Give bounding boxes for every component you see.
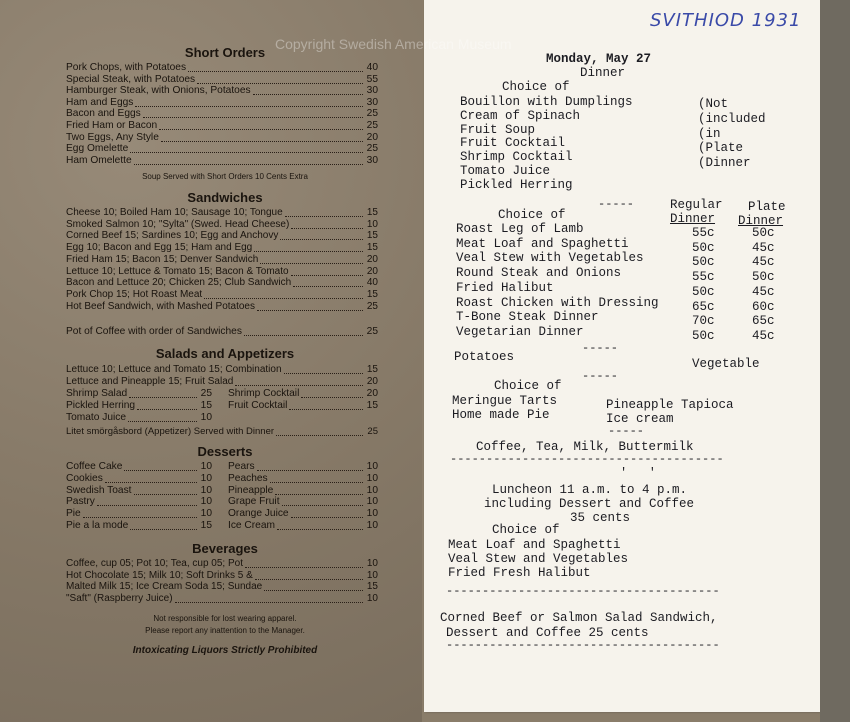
menu-item <box>66 62 378 74</box>
menu-item-name: Pie a la mode <box>66 520 129 531</box>
menu-item <box>66 426 378 438</box>
dessert-item: Home made Pie <box>452 408 550 422</box>
menu-item <box>66 85 378 97</box>
entree-item: Meat Loaf and Spaghetti <box>456 236 629 251</box>
menu-item-price: 10 <box>366 218 378 230</box>
dashed-divider: ----- <box>598 197 635 211</box>
dot-leader <box>175 593 363 603</box>
menu-item-price: 15 <box>366 242 378 254</box>
menu-item-price: 25 <box>366 108 378 120</box>
menu-item-name: Pork Chop 15; Hot Roast Meat <box>66 288 203 300</box>
potatoes-label: Potatoes <box>454 350 515 364</box>
dashed-divider: ----- <box>582 341 619 355</box>
menu-item <box>66 143 378 155</box>
menu-item-name: Egg Omelette <box>66 143 129 155</box>
dot-leader <box>143 108 363 118</box>
luncheon-line: 35 cents <box>570 511 631 525</box>
menu-item-price: 10 <box>200 412 212 423</box>
dot-leader <box>255 570 363 580</box>
menu-item <box>66 376 378 388</box>
dot-leader <box>83 508 197 518</box>
choice-heading: Choice of <box>492 523 560 537</box>
menu-item <box>66 97 378 109</box>
menu-item-name: Fruit Cocktail <box>228 400 288 411</box>
menu-item <box>66 496 212 508</box>
lunch-item: Fried Fresh Halibut <box>448 566 591 580</box>
menu-item-price: 20 <box>366 388 378 399</box>
section-title: Short Orders <box>184 45 266 60</box>
dot-leader <box>130 520 196 530</box>
luncheon-line: Luncheon 11 a.m. to 4 p.m. <box>492 483 688 497</box>
soup-item: Cream of Spinach <box>460 108 581 123</box>
menu-item-name: Smoked Salmon 10; "Sylta" (Swed. Head Cheese) <box>66 218 290 230</box>
dot-leader <box>293 277 363 287</box>
drinks-line: Coffee, Tea, Milk, Buttermilk <box>476 440 694 454</box>
menu-item-price: 10 <box>366 558 378 569</box>
menu-item-price: 10 <box>200 508 212 520</box>
menu-item-name: Malted Milk 15; Ice Cream Soda 15; Sundae <box>66 581 263 593</box>
entree-item: Vegetarian Dinner <box>456 324 584 339</box>
menu-item-price: 20 <box>366 131 378 143</box>
plate-price: 45c <box>752 328 775 343</box>
section-title: Beverages <box>192 541 258 556</box>
menu-item-price: 25 <box>366 143 378 155</box>
not-included-note: (Plate <box>698 141 744 156</box>
dot-leader <box>301 388 362 398</box>
footnote: Intoxicating Liquors Strictly Prohibited <box>132 645 318 656</box>
entree-item: T-Bone Steak Dinner <box>456 310 599 325</box>
menu-item-price: 15 <box>366 288 378 300</box>
choice-heading: Choice of <box>502 80 570 94</box>
footnote: Not responsible for lost wearing apparel. <box>153 614 297 623</box>
soup-item: Bouillon with Dumplings <box>460 95 633 109</box>
footnote: Soup Served with Short Orders 10 Cents Extra <box>142 172 308 181</box>
menu-item-price: 20 <box>366 376 378 387</box>
menu-item <box>66 473 212 485</box>
dot-leader <box>280 230 363 240</box>
not-included-note: (Not <box>698 97 729 111</box>
dot-leader <box>253 85 363 95</box>
menu-date: Monday, May 27 <box>546 52 652 66</box>
menu-item <box>228 508 378 520</box>
dessert-item: Ice cream <box>606 412 674 426</box>
dot-leader <box>275 485 362 495</box>
dashed-divider: -------------------------------------- <box>446 584 720 598</box>
menu-item-name: Hamburger Steak, with Onions, Potatoes <box>66 85 251 97</box>
dashed-divider: ' ' <box>620 466 657 480</box>
menu-item-name: Tomato Juice <box>66 412 127 423</box>
dashed-divider: ----- <box>582 369 619 383</box>
dot-leader <box>197 74 363 84</box>
menu-item <box>228 496 378 508</box>
watermark: Copyright Swedish American Museum <box>275 36 512 52</box>
menu-item-name: Pickled Herring <box>66 400 136 411</box>
column-header: Regular <box>670 198 723 212</box>
menu-item <box>66 254 378 266</box>
dot-leader <box>257 301 363 311</box>
sandwich-offer: Corned Beef or Salmon Salad Sandwich, <box>440 611 718 625</box>
soup-item: Shrimp Cocktail <box>460 150 573 165</box>
dot-leader <box>291 219 363 229</box>
menu-item-price: 15 <box>366 364 378 375</box>
plate-price: 60c <box>752 299 775 314</box>
regular-price: 50c <box>692 284 715 299</box>
dot-leader <box>159 120 363 130</box>
menu-item-name: Pork Chops, with Potatoes <box>66 62 187 73</box>
plate-price: 45c <box>752 284 775 299</box>
menu-item-price: 25 <box>200 388 212 399</box>
menu-item <box>66 74 378 86</box>
menu-item-name: Fried Ham 15; Bacon 15; Denver Sandwich <box>66 253 259 265</box>
menu-item-name: Bacon and Lettuce 20; Chicken 25; Club Sandwich <box>66 277 292 289</box>
plate-price: 45c <box>752 240 775 255</box>
menu-item-name: Cheese 10; Boiled Ham 10; Sausage 10; Tongue <box>66 207 283 218</box>
menu-item <box>66 132 378 144</box>
dot-leader <box>204 289 363 299</box>
menu-item-name: Ice Cream <box>228 520 275 531</box>
menu-item <box>228 520 378 532</box>
plate-price: 45c <box>752 255 775 270</box>
menu-item-price: 15 <box>366 207 378 218</box>
menu-item-price: 15 <box>200 520 212 531</box>
dot-leader <box>105 473 197 483</box>
lunch-item: Meat Loaf and Spaghetti <box>448 538 621 552</box>
regular-price: 65c <box>692 299 715 314</box>
menu-item-price: 20 <box>366 265 378 277</box>
not-included-note: (in <box>698 126 721 141</box>
menu-item <box>228 400 378 412</box>
menu-item-price: 15 <box>366 581 378 593</box>
entree-item: Roast Chicken with Dressing <box>456 295 659 310</box>
not-included-note: (Dinner <box>698 156 751 171</box>
menu-item-price: 10 <box>366 593 378 605</box>
dot-leader <box>276 426 363 436</box>
dashed-divider: -------------------------------------- <box>446 638 720 652</box>
dashed-divider: -------------------------------------- <box>450 452 724 466</box>
section-title: Sandwiches <box>187 190 263 205</box>
menu-item-name: Coffee Cake <box>66 461 123 472</box>
dot-leader <box>128 412 197 422</box>
choice-heading: Choice of <box>498 208 566 222</box>
menu-item-name: Corned Beef 15; Sardines 10; Egg and Anchovy <box>66 230 279 242</box>
menu-item-price: 25 <box>366 120 378 131</box>
menu-item-name: Two Eggs, Any Style <box>66 131 159 143</box>
menu-item-name: Orange Juice <box>228 508 289 520</box>
dot-leader <box>134 485 197 495</box>
menu-item <box>66 242 378 254</box>
choice-heading: Choice of <box>494 379 562 393</box>
dashed-divider: ----- <box>608 424 645 438</box>
dot-leader <box>244 326 363 336</box>
menu-item-price: 10 <box>366 461 378 472</box>
regular-price: 50c <box>692 328 715 343</box>
menu-item <box>66 230 378 242</box>
menu-item <box>66 570 378 582</box>
section-title: Salads and Appetizers <box>155 346 295 361</box>
menu-item <box>228 388 378 400</box>
dot-leader <box>289 400 362 410</box>
menu-item-price: 30 <box>366 96 378 108</box>
menu-item <box>228 485 378 497</box>
plate-price: 50c <box>752 270 775 285</box>
menu-item <box>66 155 378 167</box>
menu-item-price: 15 <box>366 400 378 411</box>
dot-leader <box>97 496 197 506</box>
column-header: Dinner <box>738 214 784 228</box>
luncheon-line: including Dessert and Coffee <box>484 497 695 511</box>
menu-item <box>66 266 378 278</box>
entree-item: Veal Stew with Vegetables <box>456 251 644 266</box>
menu-item-price: 40 <box>366 62 378 73</box>
menu-item-name: Egg 10; Bacon and Egg 15; Ham and Egg <box>66 242 253 254</box>
menu-item <box>66 219 378 231</box>
menu-item-name: Shrimp Salad <box>66 388 128 399</box>
menu-item <box>228 473 378 485</box>
dot-leader <box>130 143 362 153</box>
column-header: Plate <box>748 200 786 214</box>
menu-item <box>66 412 212 424</box>
menu-item-name: Peaches <box>228 472 268 484</box>
soup-item: Fruit Cocktail <box>460 136 566 151</box>
menu-item <box>66 301 378 313</box>
menu-item-price: 15 <box>366 230 378 242</box>
dot-leader <box>282 496 363 506</box>
menu-item-price: 10 <box>200 496 212 508</box>
menu-item <box>66 558 378 570</box>
menu-item-price: 10 <box>366 569 378 581</box>
menu-item-name: Cookies <box>66 472 103 484</box>
menu-item-name: Pastry <box>66 496 95 508</box>
menu-item-name: Grape Fruit <box>228 496 280 508</box>
dot-leader <box>188 62 363 72</box>
plate-price: 50c <box>752 226 775 240</box>
menu-item <box>66 207 378 219</box>
menu-item <box>66 388 212 400</box>
menu-item-name: Pineapple <box>228 484 274 496</box>
entree-item: Round Steak and Onions <box>456 266 622 281</box>
menu-item <box>66 520 212 532</box>
menu-item <box>66 461 212 473</box>
menu-item-name: Ham Omelette <box>66 154 132 166</box>
menu-item-name: Coffee, cup 05; Pot 10; Tea, cup 05; Pot <box>66 558 243 569</box>
menu-item-price: 10 <box>366 484 378 496</box>
menu-item-price: 15 <box>200 400 212 411</box>
menu-item-price: 20 <box>366 253 378 265</box>
page-edge <box>820 0 850 722</box>
dot-leader <box>137 400 197 410</box>
plate-price: 65c <box>752 314 775 329</box>
menu-item-price: 25 <box>367 426 378 437</box>
regular-price: 55c <box>692 270 715 285</box>
dot-leader <box>124 461 196 471</box>
menu-item <box>228 461 378 473</box>
footnote: Please report any inattention to the Manager. <box>145 626 305 635</box>
entree-item: Roast Leg of Lamb <box>456 222 584 236</box>
dot-leader <box>270 473 363 483</box>
menu-item-price: 10 <box>200 472 212 484</box>
dot-leader <box>135 97 362 107</box>
regular-price: 55c <box>692 226 715 240</box>
menu-item <box>66 120 378 132</box>
menu-item <box>66 108 378 120</box>
sandwich-offer: Dessert and Coffee 25 cents <box>446 626 649 640</box>
menu-item-name: Hot Beef Sandwich, with Mashed Potatoes <box>66 300 255 312</box>
menu-item <box>66 508 212 520</box>
dot-leader <box>291 508 363 518</box>
menu-item <box>66 277 378 289</box>
menu-item-name: Pie <box>66 508 81 520</box>
dot-leader <box>285 207 363 217</box>
menu-item-name: Hot Chocolate 15; Milk 10; Soft Drinks 5 & <box>66 569 253 581</box>
menu-item <box>66 364 378 376</box>
menu-item-price: 10 <box>366 472 378 484</box>
meal-title: Dinner <box>580 66 626 80</box>
lunch-item: Veal Stew and Vegetables <box>448 552 629 566</box>
dot-leader <box>291 266 363 276</box>
menu-item-name: Bacon and Eggs <box>66 108 141 120</box>
menu-item-name: Lettuce 10; Lettuce and Tomato 15; Combination <box>66 364 282 375</box>
menu-item <box>66 485 212 497</box>
dot-leader <box>257 461 363 471</box>
menu-item-price: 40 <box>366 277 378 289</box>
soup-item: Tomato Juice <box>460 164 551 178</box>
menu-item-name: Shrimp Cocktail <box>228 388 300 399</box>
menu-item-name: Lettuce and Pineapple 15; Fruit Salad <box>66 376 234 387</box>
dot-leader <box>264 581 363 591</box>
dot-leader <box>134 155 363 165</box>
not-included-note: (included <box>698 111 766 126</box>
menu-item-name: Ham and Eggs <box>66 96 134 108</box>
menu-item-price: 10 <box>366 508 378 520</box>
menu-item-price: 10 <box>366 496 378 508</box>
menu-item-price: 25 <box>366 300 378 312</box>
dot-leader <box>277 520 363 530</box>
menu-item-price: 10 <box>200 461 212 472</box>
menu-item-price: 30 <box>366 154 378 166</box>
soup-item: Fruit Soup <box>460 122 536 137</box>
menu-item-name: Swedish Toast <box>66 484 132 496</box>
menu-item-price: 30 <box>366 85 378 97</box>
dessert-item: Pineapple Tapioca <box>606 398 734 412</box>
menu-item <box>66 593 378 605</box>
dot-leader <box>235 376 363 386</box>
menu-item-name: Fried Ham or Bacon <box>66 120 158 131</box>
dot-leader <box>284 364 363 374</box>
menu-item-price: 25 <box>366 326 378 337</box>
menu-item <box>66 289 378 301</box>
menu-item-name: Pot of Coffee with order of Sandwiches <box>66 326 242 337</box>
section-title: Desserts <box>197 444 253 459</box>
dot-leader <box>260 254 363 264</box>
menu-item-name: Pears <box>228 461 255 472</box>
soup-item: Pickled Herring <box>460 177 573 192</box>
menu-item-name: Lettuce 10; Lettuce & Tomato 15; Bacon & Tomato <box>66 265 289 277</box>
menu-item-price: 10 <box>366 520 378 531</box>
regular-price: 50c <box>692 255 715 270</box>
regular-price: 70c <box>692 314 715 329</box>
dot-leader <box>254 242 363 252</box>
menu-item-name: "Saft" (Raspberry Juice) <box>66 593 173 605</box>
dot-leader <box>161 132 363 142</box>
vegetable-label: Vegetable <box>692 357 760 371</box>
menu-item-name: Litet smörgåsbord (Appetizer) Served with Dinner <box>66 426 275 437</box>
dot-leader <box>129 388 197 398</box>
dessert-item: Meringue Tarts <box>452 394 558 408</box>
menu-item <box>66 581 378 593</box>
menu-item-name: Special Steak, with Potatoes <box>66 73 196 85</box>
column-header: Dinner <box>670 212 716 226</box>
dot-leader <box>245 558 363 568</box>
menu-item-price: 55 <box>366 73 378 85</box>
menu-item-price: 10 <box>200 484 212 496</box>
entree-item: Fried Halibut <box>456 280 554 295</box>
menu-item <box>66 326 378 338</box>
handwritten-note: SVITHIOD 1931 <box>650 10 802 31</box>
menu-item <box>66 400 212 412</box>
regular-price: 50c <box>692 240 715 255</box>
